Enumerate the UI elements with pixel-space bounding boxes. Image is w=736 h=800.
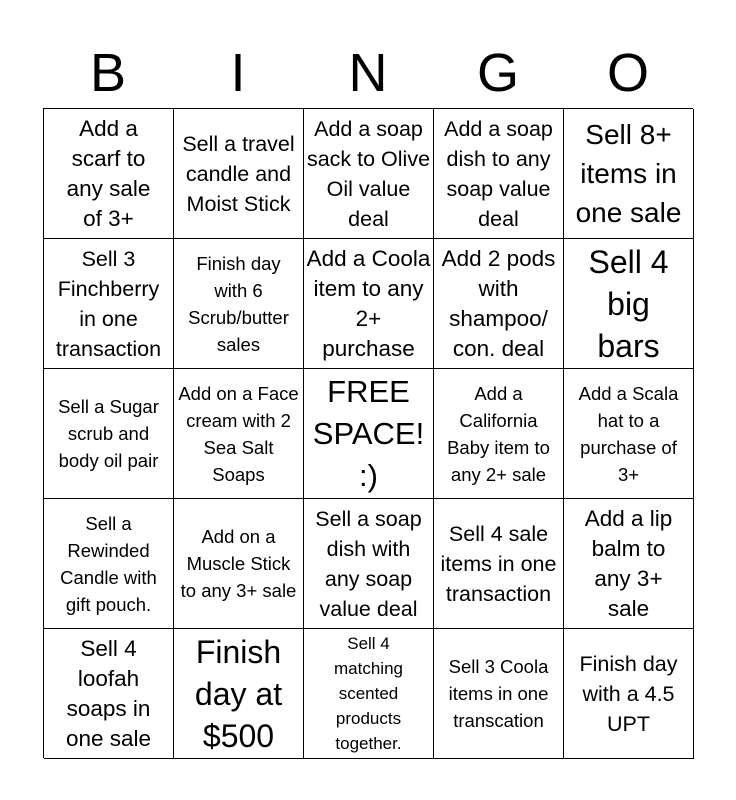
bingo-cell[interactable] xyxy=(564,109,694,239)
bingo-cell[interactable] xyxy=(564,629,694,759)
bingo-board xyxy=(43,108,693,758)
cell-text: Finish day with a 4.5 UPT xyxy=(579,651,678,736)
cell-text: Add on a Face cream with 2 Sea Salt Soaps xyxy=(178,382,299,485)
header-letter-i: I xyxy=(230,43,246,103)
bingo-cell[interactable] xyxy=(304,629,434,759)
cell-text: Add a California Baby item to any 2+ sale xyxy=(447,382,550,485)
cell-text: Add a scarf to any sale of 3+ xyxy=(66,115,151,231)
cell-text: Add a soap dish to any soap value deal xyxy=(444,116,553,231)
cell-text: Add a Coola item to any 2+ purchase xyxy=(306,245,431,361)
bingo-cell[interactable] xyxy=(434,369,564,499)
cell-text: Sell a travel candle and Moist Stick xyxy=(182,131,295,216)
cell-text: Finish day with 6 Scrub/butter sales xyxy=(188,252,289,355)
bingo-cell[interactable] xyxy=(174,239,304,369)
bingo-cell[interactable] xyxy=(434,239,564,369)
bingo-cell[interactable] xyxy=(44,629,174,759)
bingo-cell[interactable] xyxy=(44,109,174,239)
cell-text: Sell 3 Coola items in one transcation xyxy=(448,656,549,731)
bingo-cell[interactable] xyxy=(44,499,174,629)
cell-text: Sell 4 loofah soaps in one sale xyxy=(65,635,152,751)
cell-text: Sell 4 sale items in one transaction xyxy=(440,521,557,606)
bingo-cell[interactable] xyxy=(304,239,434,369)
cell-text: Sell a soap dish with any soap value deal xyxy=(315,506,422,621)
cell-text: Sell 8+ items in one sale xyxy=(575,119,682,228)
bingo-cell[interactable] xyxy=(564,369,694,499)
free-space-cell[interactable] xyxy=(304,369,434,499)
cell-text: Sell a Rewinded Candle with gift pouch. xyxy=(60,512,157,615)
cell-text: FREE SPACE! :) xyxy=(312,373,425,493)
bingo-cell[interactable] xyxy=(174,499,304,629)
cell-text: Add a soap sack to Olive Oil value deal xyxy=(306,116,431,231)
bingo-cell[interactable] xyxy=(174,109,304,239)
bingo-cell[interactable] xyxy=(44,369,174,499)
cell-text: Sell 4 big bars xyxy=(588,243,669,364)
cell-text: Sell 3 Finchberry in one transaction xyxy=(55,246,162,361)
cell-text: Add 2 pods with shampoo/ con. deal xyxy=(441,245,556,361)
cell-text: Sell 4 matching scented products together. xyxy=(334,634,403,753)
bingo-cell[interactable] xyxy=(564,499,694,629)
bingo-cell[interactable] xyxy=(304,499,434,629)
cell-text: Finish day at $500 xyxy=(194,633,283,754)
bingo-cell[interactable] xyxy=(434,499,564,629)
cell-text: Add a lip balm to any 3+ sale xyxy=(584,505,673,621)
cell-text: Add on a Muscle Stick to any 3+ sale xyxy=(180,526,297,601)
header-letter-g: G xyxy=(476,43,519,103)
header-letter-o: O xyxy=(606,43,649,103)
bingo-cell[interactable] xyxy=(434,109,564,239)
bingo-cell[interactable] xyxy=(564,239,694,369)
bingo-cell[interactable] xyxy=(174,629,304,759)
header-letter-b: B xyxy=(89,43,127,103)
bingo-cell[interactable] xyxy=(304,109,434,239)
bingo-cell[interactable] xyxy=(434,629,564,759)
bingo-cell[interactable] xyxy=(174,369,304,499)
header-letter-n: N xyxy=(348,43,388,103)
bingo-header xyxy=(43,38,693,108)
bingo-cell[interactable] xyxy=(44,239,174,369)
cell-text: Sell a Sugar scrub and body oil pair xyxy=(58,396,159,471)
cell-text: Add a Scala hat to a purchase of 3+ xyxy=(578,382,679,485)
